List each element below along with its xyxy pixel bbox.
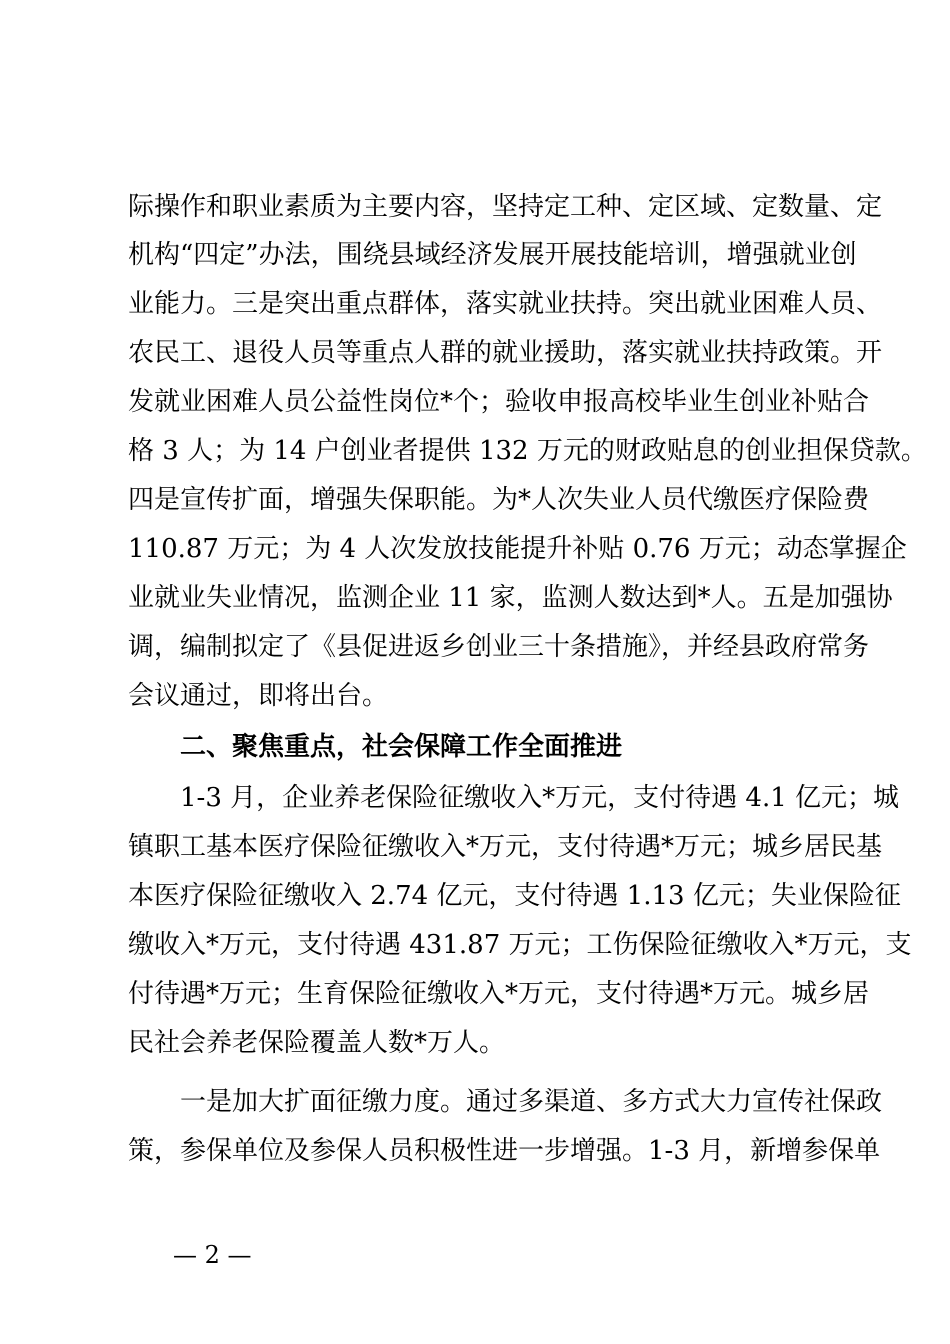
body-line: 民社会养老保险覆盖人数*万人。: [128, 1028, 506, 1058]
page-number: — 2 —: [173, 1241, 252, 1269]
section-heading: 二、聚焦重点，社会保障工作全面推进: [180, 732, 623, 762]
body-line: 发就业困难人员公益性岗位*个；验收申报高校毕业生创业补贴合: [128, 387, 870, 417]
body-line: 机构“四定”办法，围绕县域经济发展开展技能培训，增强就业创: [128, 240, 857, 270]
body-line: 业能力。三是突出重点群体，落实就业扶持。突出就业困难人员、: [128, 289, 883, 319]
body-line: 一是加大扩面征缴力度。通过多渠道、多方式大力宣传社保政: [180, 1087, 883, 1117]
body-line: 110.87 万元；为 4 人次发放技能提升补贴 0.76 万元；动态掌握企: [128, 534, 907, 564]
body-line: 本医疗保险征缴收入 2.74 亿元，支付待遇 1.13 亿元；失业保险征: [128, 881, 901, 911]
body-line: 农民工、退役人员等重点人群的就业援助，落实就业扶持政策。开: [128, 338, 883, 368]
body-line: 调，编制拟定了《县促进返乡创业三十条措施》，并经县政府常务: [128, 632, 870, 662]
body-line: 业就业失业情况，监测企业 11 家，监测人数达到*人。五是加强协: [128, 583, 893, 613]
body-line: 策，参保单位及参保人员积极性进一步增强。1-3 月，新增参保单: [128, 1136, 881, 1166]
body-line: 际操作和职业素质为主要内容，坚持定工种、定区域、定数量、定: [128, 192, 883, 222]
body-line: 缴收入*万元，支付待遇 431.87 万元；工伤保险征缴收入*万元，支: [128, 930, 912, 960]
body-line: 镇职工基本医疗保险征缴收入*万元，支付待遇*万元；城乡居民基: [128, 832, 883, 862]
body-line: 付待遇*万元；生育保险征缴收入*万元，支付待遇*万元。城乡居: [128, 979, 870, 1009]
body-line: 四是宣传扩面，增强失保职能。为*人次失业人员代缴医疗保险费: [128, 485, 870, 515]
body-line: 会议通过，即将出台。: [128, 681, 389, 711]
body-line: 1-3 月，企业养老保险征缴收入*万元，支付待遇 4.1 亿元；城: [180, 783, 900, 813]
body-line: 格 3 人；为 14 户创业者提供 132 万元的财政贴息的创业担保贷款。: [128, 436, 927, 466]
